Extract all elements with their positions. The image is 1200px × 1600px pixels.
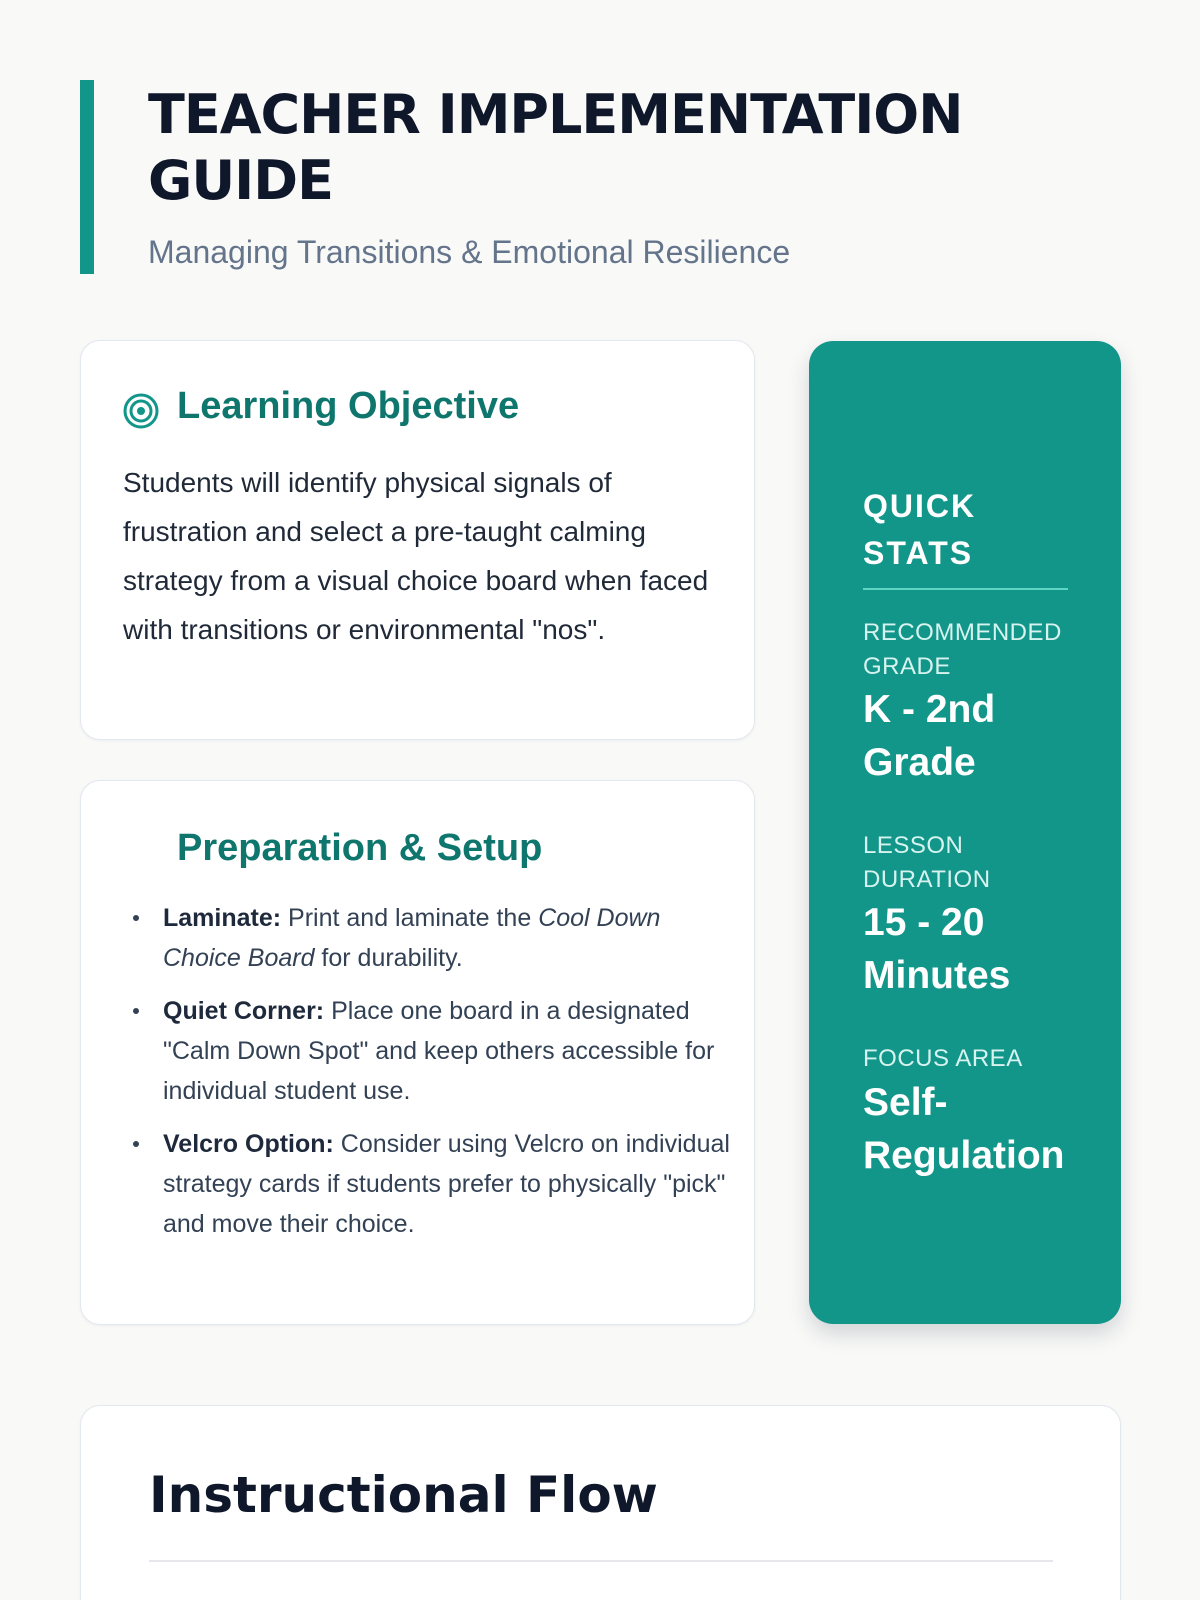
bullet-icon bbox=[133, 1008, 139, 1014]
stat-label-grade: RECOMMENDED GRADE bbox=[863, 619, 1062, 680]
list-item bbox=[131, 898, 731, 978]
header-accent-bar bbox=[80, 80, 94, 274]
list-item bbox=[131, 991, 731, 1111]
item-label: Quiet Corner: bbox=[163, 997, 325, 1025]
quick-stats-divider bbox=[863, 588, 1068, 590]
stat-value-grade: K - 2nd Grade bbox=[863, 688, 996, 784]
preparation-setup-title: Preparation & Setup bbox=[177, 827, 543, 869]
bullet-icon bbox=[133, 915, 139, 921]
page-subtitle: Managing Transitions & Emotional Resilience bbox=[148, 234, 791, 270]
item-text: Consider using Velcro on individual strategy cards if students prefer to physically "pick" and move their choice. bbox=[163, 1130, 730, 1238]
preparation-list bbox=[131, 898, 731, 1257]
learning-objective-text: Students will identify physical signals of frustration and select a pre-taught calming strategy from a visual choice board when faced with transitions or environmental "nos". bbox=[123, 467, 709, 645]
stat-value-focus: Self-Regulation bbox=[863, 1081, 1065, 1177]
instructional-flow-title: Instructional Flow bbox=[149, 1466, 658, 1524]
stat-label-duration: LESSON DURATION bbox=[863, 832, 991, 893]
guide-header bbox=[80, 80, 1120, 274]
item-text: Place one board in a designated "Calm Down Spot" and keep others accessible for individual student use. bbox=[163, 997, 715, 1105]
item-emphasis: Cool Down Choice Board bbox=[163, 904, 661, 972]
learning-objective-card bbox=[80, 340, 755, 740]
preparation-setup-card bbox=[80, 780, 755, 1325]
stat-value-duration: 15 - 20 Minutes bbox=[863, 901, 1011, 997]
item-text: for durability. bbox=[314, 944, 463, 972]
quick-stats-title: QUICK STATS bbox=[863, 488, 977, 571]
list-item bbox=[131, 1124, 731, 1244]
learning-objective-title: Learning Objective bbox=[177, 385, 520, 427]
item-text: Print and laminate the bbox=[281, 904, 539, 932]
bullet-icon bbox=[133, 1141, 139, 1147]
stat-label-focus: FOCUS AREA bbox=[863, 1045, 1023, 1072]
instructional-flow-card bbox=[80, 1405, 1121, 1600]
quick-stats-panel bbox=[809, 341, 1121, 1324]
page-title: TEACHER IMPLEMENTATION GUIDE bbox=[148, 83, 963, 212]
item-label: Laminate: bbox=[163, 904, 282, 932]
instructional-flow-divider bbox=[149, 1560, 1053, 1562]
item-label: Velcro Option: bbox=[163, 1130, 334, 1158]
target-icon bbox=[123, 393, 159, 429]
